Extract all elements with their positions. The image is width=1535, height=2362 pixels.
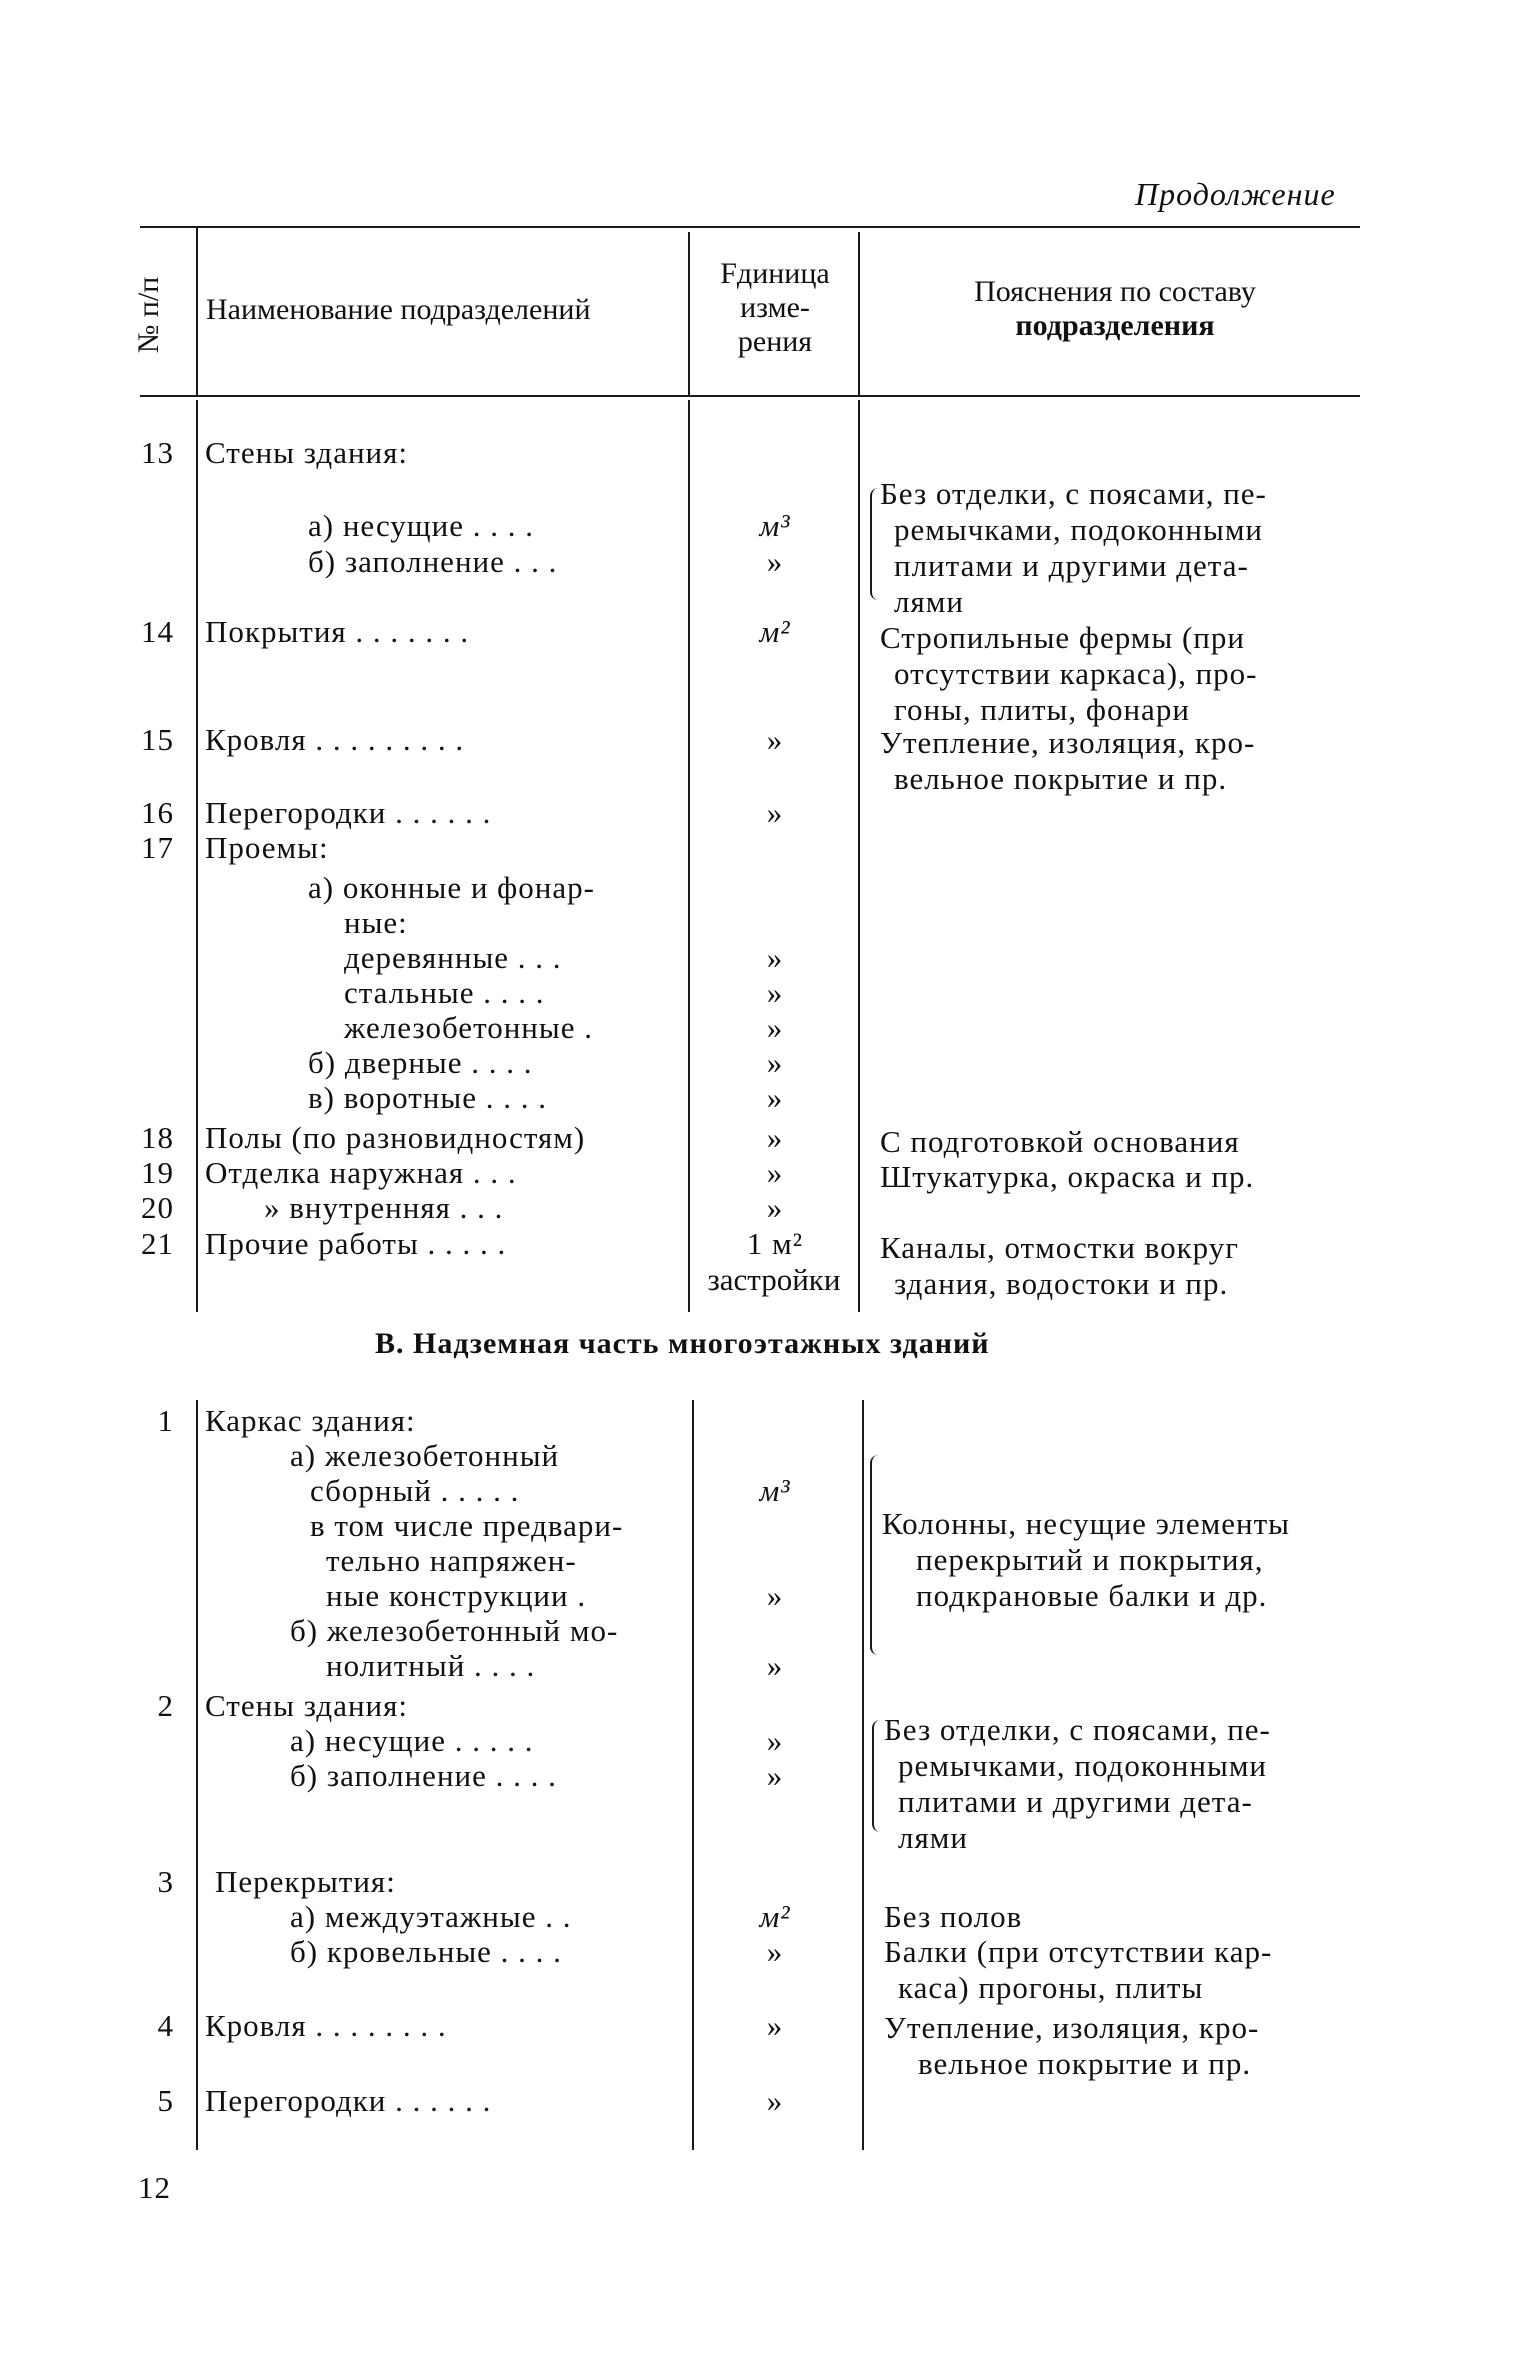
row-name: Перегородки . . . . . . <box>205 2083 492 2118</box>
row-name: Прочие работы . . . . . <box>205 1226 507 1261</box>
header-divider <box>688 232 690 397</box>
expl-line: ремычками, подоконными <box>898 1748 1268 1783</box>
header-col-unit <box>690 257 860 359</box>
row-name: Кровля . . . . . . . . <box>205 2008 447 2043</box>
brace-bracket <box>870 1455 882 1655</box>
row-number: 21 <box>141 1226 174 1261</box>
row-name: ные конструкции . <box>326 1578 587 1613</box>
row-unit: » <box>766 1723 784 1758</box>
row-name: ные: <box>344 905 408 940</box>
col-divider <box>196 1400 198 2150</box>
row-name: б) заполнение . . . . <box>290 1758 557 1793</box>
expl-line: ремычками, подоконными <box>894 512 1264 547</box>
row-name: Кровля . . . . . . . . . <box>205 722 465 757</box>
row-name: Проемы: <box>205 830 329 865</box>
row-unit: » <box>766 544 784 579</box>
header-col-no: № п/п <box>132 276 165 354</box>
header-divider <box>858 232 860 397</box>
row-unit: » <box>766 1010 784 1045</box>
expl-walls <box>884 1712 1271 1856</box>
expl-line: вельное покрытие и пр. <box>918 2046 1252 2081</box>
expl-line: лями <box>898 1820 968 1855</box>
expl-frame <box>882 1506 1290 1614</box>
header-top-rule <box>140 226 1360 228</box>
page-number: 12 <box>138 2170 171 2205</box>
row-number: 3 <box>157 1864 174 1899</box>
row-number: 2 <box>157 1688 174 1723</box>
row-name: нолитный . . . . <box>326 1648 536 1683</box>
expl-line: плитами и другими дета- <box>894 548 1249 583</box>
row-unit: » <box>766 795 784 830</box>
row-name: а) несущие . . . . <box>308 508 535 543</box>
row-unit: » <box>766 1120 784 1155</box>
expl-line: вельное покрытие и пр. <box>894 761 1228 796</box>
expl-finish: Штукатурка, окраска и пр. <box>880 1159 1255 1194</box>
row-unit: » <box>766 1648 784 1683</box>
row-name: Покрытия . . . . . . . <box>205 614 470 649</box>
header-bottom-rule <box>140 395 1360 397</box>
row-unit: » <box>766 1190 784 1225</box>
row-name: в) воротные . . . . <box>308 1080 547 1115</box>
continuation-label: Продолжение <box>1135 176 1336 212</box>
row-name: тельно напряжен- <box>326 1543 577 1578</box>
row-unit: » <box>766 722 784 757</box>
row-number: 1 <box>157 1403 174 1438</box>
row-unit: » <box>766 1758 784 1793</box>
expl-line: Без отделки, с поясами, пе- <box>880 476 1267 511</box>
header-col-name: Наименование подразделений <box>206 293 591 326</box>
row-name: » внутренняя . . . <box>264 1190 504 1225</box>
expl-line: перекрытий и покрытия, <box>916 1542 1264 1577</box>
row-number: 20 <box>141 1190 174 1225</box>
expl-floors: С подготовкой основания <box>880 1124 1240 1159</box>
row-name: а) железобетонный <box>290 1438 560 1473</box>
header-expl-line: подразделения <box>1015 309 1215 342</box>
row-number: 13 <box>141 435 174 470</box>
row-unit: » <box>766 1045 784 1080</box>
expl-slab2 <box>884 1934 1272 2006</box>
row-unit: » <box>766 2008 784 2043</box>
row-unit: » <box>766 975 784 1010</box>
expl-line: лями <box>894 584 964 619</box>
row-name: Полы (по разновидностям) <box>205 1120 586 1155</box>
row-unit: 1 м² <box>746 1226 804 1261</box>
row-unit: м³ <box>759 508 791 543</box>
row-name: в том числе предвари- <box>310 1508 624 1543</box>
header-unit-line: рения <box>737 325 813 358</box>
expl-line: отсутствии каркаса), про- <box>894 656 1258 691</box>
row-unit: м² <box>759 1899 791 1934</box>
row-name: Отделка наружная . . . <box>205 1155 517 1190</box>
expl-roof <box>884 2010 1259 2082</box>
expl-slab1: Без полов <box>884 1899 1023 1934</box>
expl-line: Каналы, отмостки вокруг <box>880 1230 1239 1265</box>
expl-line: Балки (при отсутствии кар- <box>884 1934 1273 1969</box>
expl-line: Утепление, изоляция, кро- <box>884 2010 1260 2045</box>
row-unit: застройки <box>707 1262 841 1297</box>
row-number: 17 <box>141 830 174 865</box>
row-name: а) междуэтажные . . <box>290 1899 572 1934</box>
row-name: б) кровельные . . . . <box>290 1934 562 1969</box>
section-title: В. Надземная часть многоэтажных зданий <box>375 1327 990 1360</box>
row-name: железобетонные . <box>344 1010 593 1045</box>
row-number: 5 <box>157 2083 174 2118</box>
row-number: 19 <box>141 1155 174 1190</box>
row-name: деревянные . . . <box>344 940 562 975</box>
brace-bracket <box>872 1720 884 1832</box>
col-divider <box>858 400 860 1312</box>
row-unit: » <box>766 1578 784 1613</box>
row-unit: » <box>766 1934 784 1969</box>
row-number: 14 <box>141 614 174 649</box>
expl-line: подкрановые балки и др. <box>916 1578 1268 1613</box>
expl-line: Стропильные фермы (при <box>880 620 1245 655</box>
header-divider <box>196 226 198 396</box>
expl-line: плитами и другими дета- <box>898 1784 1253 1819</box>
row-name: Перекрытия: <box>215 1864 396 1899</box>
header-unit-line: изме- <box>740 291 810 324</box>
row-name: а) оконные и фонар- <box>308 870 595 905</box>
expl-other <box>880 1230 1239 1302</box>
row-unit: » <box>766 2083 784 2118</box>
row-unit: » <box>766 1155 784 1190</box>
row-number: 18 <box>141 1120 174 1155</box>
expl-line: Колонны, несущие элементы <box>882 1506 1290 1541</box>
row-name: Стены здания: <box>205 1688 409 1723</box>
expl-roofing <box>880 620 1258 728</box>
col-divider <box>688 400 690 1312</box>
header-col-expl <box>880 275 1350 343</box>
expl-line: Без отделки, с поясами, пе- <box>884 1712 1271 1747</box>
row-number: 15 <box>141 722 174 757</box>
row-number: 4 <box>157 2008 174 2043</box>
row-name: а) несущие . . . . . <box>290 1723 534 1758</box>
row-unit: м³ <box>759 1473 791 1508</box>
expl-line: Утепление, изоляция, кро- <box>880 725 1256 760</box>
row-name: Стены здания: <box>205 435 409 470</box>
row-unit: » <box>766 1080 784 1115</box>
row-name: сборный . . . . . <box>310 1473 520 1508</box>
expl-line: здания, водостоки и пр. <box>894 1266 1229 1301</box>
col-divider <box>196 400 198 1312</box>
row-name: Каркас здания: <box>205 1403 416 1438</box>
row-unit: » <box>766 940 784 975</box>
col-divider <box>862 1400 864 2150</box>
row-name: б) дверные . . . . <box>308 1045 533 1080</box>
expl-line: гоны, плиты, фонари <box>894 692 1190 727</box>
expl-walls <box>880 476 1267 620</box>
expl-roof <box>880 725 1255 797</box>
row-name: б) железобетонный мо- <box>290 1613 619 1648</box>
row-unit: м² <box>759 614 791 649</box>
row-name: стальные . . . . <box>344 975 545 1010</box>
header-unit-line: Fдиница <box>720 257 830 290</box>
expl-line: каса) прогоны, плиты <box>898 1970 1204 2005</box>
col-divider <box>692 1400 694 2150</box>
header-expl-line: Пояснения по составу <box>974 275 1256 308</box>
row-number: 16 <box>141 795 174 830</box>
row-name: Перегородки . . . . . . <box>205 795 492 830</box>
row-name: б) заполнение . . . <box>308 544 558 579</box>
